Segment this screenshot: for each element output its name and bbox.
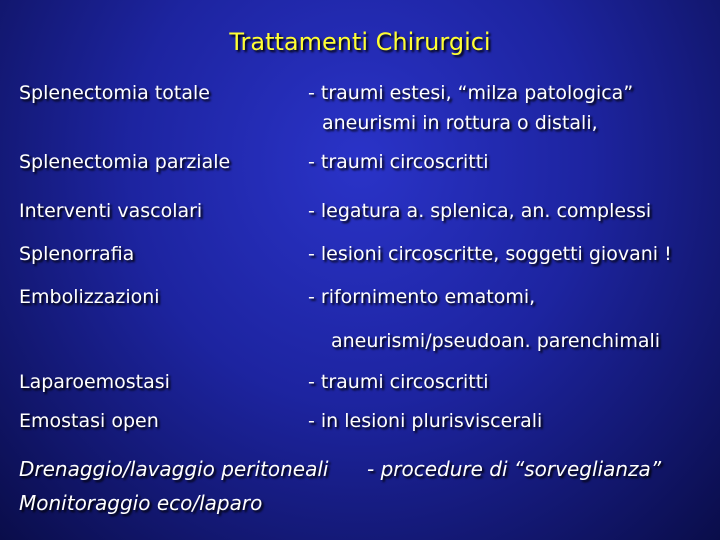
desc-embolizzazioni-cont: aneurismi/pseudoan. parenchimali xyxy=(331,330,661,352)
footer-drenaggio: Drenaggio/lavaggio peritoneali xyxy=(19,457,329,481)
desc-laparoemostasi: - traumi circoscritti xyxy=(308,371,489,393)
desc-interventi-vascolari: - legatura a. splenica, an. complessi xyxy=(308,200,652,222)
term-splenectomia-parziale: Splenectomia parziale xyxy=(19,151,231,173)
term-splenectomia-totale: Splenectomia totale xyxy=(19,82,210,104)
footer-monitoraggio: Monitoraggio eco/laparo xyxy=(19,491,263,515)
desc-splenectomia-parziale: - traumi circoscritti xyxy=(308,151,489,173)
slide-title: Trattamenti Chirurgici xyxy=(229,28,491,56)
term-embolizzazioni: Embolizzazioni xyxy=(19,286,160,308)
footer-procedure-note: - procedure di “sorveglianza” xyxy=(367,457,662,481)
desc-embolizzazioni: - rifornimento ematomi, xyxy=(308,286,536,308)
desc-splenectomia-totale-cont: aneurismi in rottura o distali, xyxy=(322,112,598,134)
term-emostasi-open: Emostasi open xyxy=(19,410,159,432)
desc-splenorrafia: - lesioni circoscritte, soggetti giovani ! xyxy=(308,243,672,265)
term-laparoemostasi: Laparoemostasi xyxy=(19,371,170,393)
term-splenorrafia: Splenorrafia xyxy=(19,243,135,265)
term-interventi-vascolari: Interventi vascolari xyxy=(19,200,203,222)
desc-emostasi-open: - in lesioni plurisviscerali xyxy=(308,410,543,432)
desc-splenectomia-totale: - traumi estesi, “milza patologica” xyxy=(308,82,634,104)
